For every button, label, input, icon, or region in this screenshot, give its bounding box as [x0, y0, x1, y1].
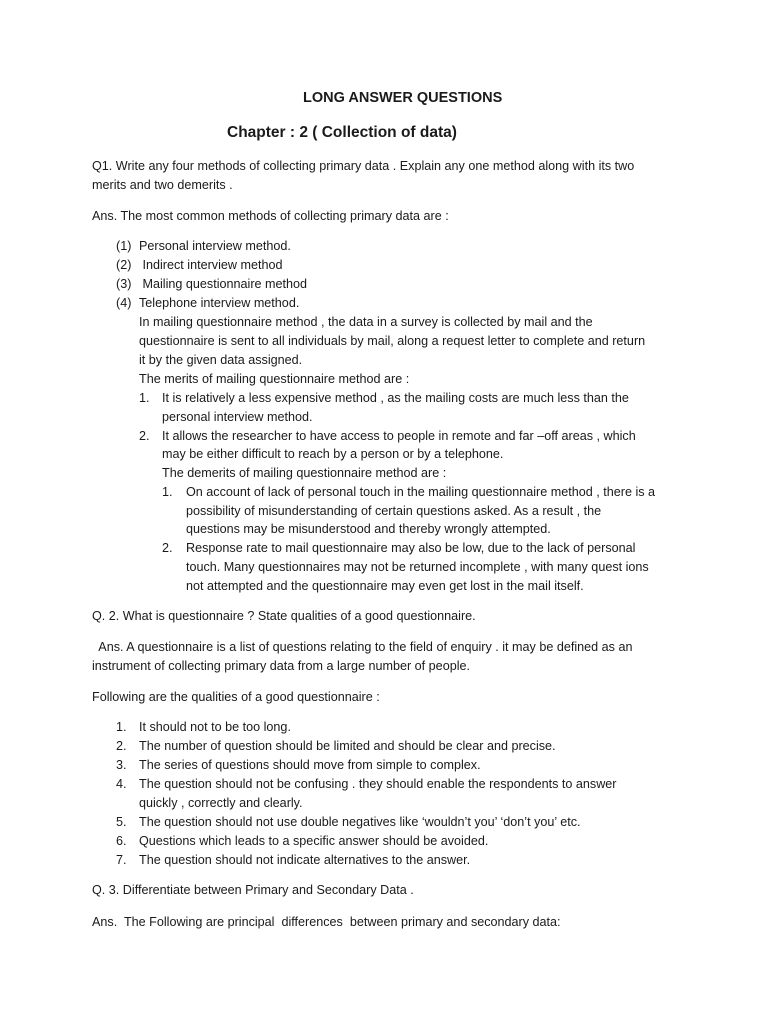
q1-question-line-1: Q1. Write any four methods of collecting primary data . Explain any one method along with its two: [92, 159, 635, 173]
quality-line: Questions which leads to a specific answer should be avoided.: [139, 834, 489, 848]
quality-line: The question should not use double negatives like ‘wouldn’t you’ ‘don’t you’ etc.: [139, 815, 581, 829]
demerit-line: not attempted and the questionnaire may even get lost in the mail itself.: [186, 579, 584, 593]
demerit-number: 1.: [162, 485, 173, 499]
quality-number: 6.: [116, 834, 127, 848]
quality-number: 5.: [116, 815, 127, 829]
method-number: (3): [116, 277, 132, 291]
demerit-line: Response rate to mail questionnaire may also be low, due to the lack of personal: [186, 541, 636, 555]
merit-number: 2.: [139, 429, 150, 443]
quality-number: 4.: [116, 777, 127, 791]
method-number: (1): [116, 239, 132, 253]
q1-answer-intro: Ans. The most common methods of collecting primary data are :: [92, 209, 449, 223]
page-title: LONG ANSWER QUESTIONS: [303, 90, 503, 106]
q2-question: Q. 2. What is questionnaire ? State qualities of a good questionnaire.: [92, 609, 476, 623]
qualities-intro: Following are the qualities of a good questionnaire :: [92, 690, 380, 704]
demerit-number: 2.: [162, 541, 173, 555]
explanation-line: questionnaire is sent to all individuals by mail, along a request letter to complete and return: [139, 334, 646, 348]
quality-line: The number of question should be limited and should be clear and precise.: [139, 739, 556, 753]
quality-number: 2.: [116, 739, 127, 753]
demerit-line: On account of lack of personal touch in the mailing questionnaire method , there is a: [186, 485, 656, 499]
merit-line: It allows the researcher to have access to people in remote and far –off areas , which: [162, 429, 636, 443]
quality-line: It should not to be too long.: [139, 720, 291, 734]
quality-number: 1.: [116, 720, 127, 734]
merit-line: personal interview method.: [162, 410, 313, 424]
chapter-heading: Chapter : 2 ( Collection of data): [227, 124, 457, 141]
demerit-line: possibility of misunderstanding of certain questions asked. As a result , the: [186, 504, 602, 518]
quality-number: 7.: [116, 853, 127, 867]
q3-question: Q. 3. Differentiate between Primary and Secondary Data .: [92, 883, 414, 897]
q3-answer-intro: Ans. The Following are principal differences between primary and secondary data:: [92, 915, 561, 929]
method-item: Telephone interview method.: [139, 296, 300, 310]
method-item: Indirect interview method: [139, 258, 283, 272]
quality-line: The question should not indicate alternatives to the answer.: [139, 853, 471, 867]
quality-line: quickly , correctly and clearly.: [139, 796, 303, 810]
method-item: Personal interview method.: [139, 239, 291, 253]
demerit-line: touch. Many questionnaires may not be returned incomplete , with many quest ions: [186, 560, 649, 574]
quality-number: 3.: [116, 758, 127, 772]
merit-line: It is relatively a less expensive method , as the mailing costs are much less than the: [162, 391, 629, 405]
merits-heading: The merits of mailing questionnaire method are :: [139, 372, 410, 386]
merit-line: may be either difficult to reach by a person or by a telephone.: [162, 447, 504, 461]
quality-line: The series of questions should move from simple to complex.: [139, 758, 481, 772]
method-item: Mailing questionnaire method: [139, 277, 308, 291]
method-number: (4): [116, 296, 132, 310]
merit-number: 1.: [139, 391, 150, 405]
q1-question-line-2: merits and two demerits .: [92, 178, 233, 192]
quality-line: The question should not be confusing . they should enable the respondents to answer: [139, 777, 617, 791]
demerits-heading: The demerits of mailing questionnaire method are :: [162, 466, 447, 480]
method-number: (2): [116, 258, 132, 272]
explanation-line: it by the given data assigned.: [139, 353, 303, 367]
demerit-line: questions may be misunderstood and thereby wrongly attempted.: [186, 522, 551, 536]
explanation-line: In mailing questionnaire method , the data in a survey is collected by mail and the: [139, 315, 593, 329]
q2-answer-line-1: Ans. A questionnaire is a list of questions relating to the field of enquiry . it may be defined as an: [92, 640, 633, 654]
q2-answer-line-2: instrument of collecting primary data from a large number of people.: [92, 659, 470, 673]
